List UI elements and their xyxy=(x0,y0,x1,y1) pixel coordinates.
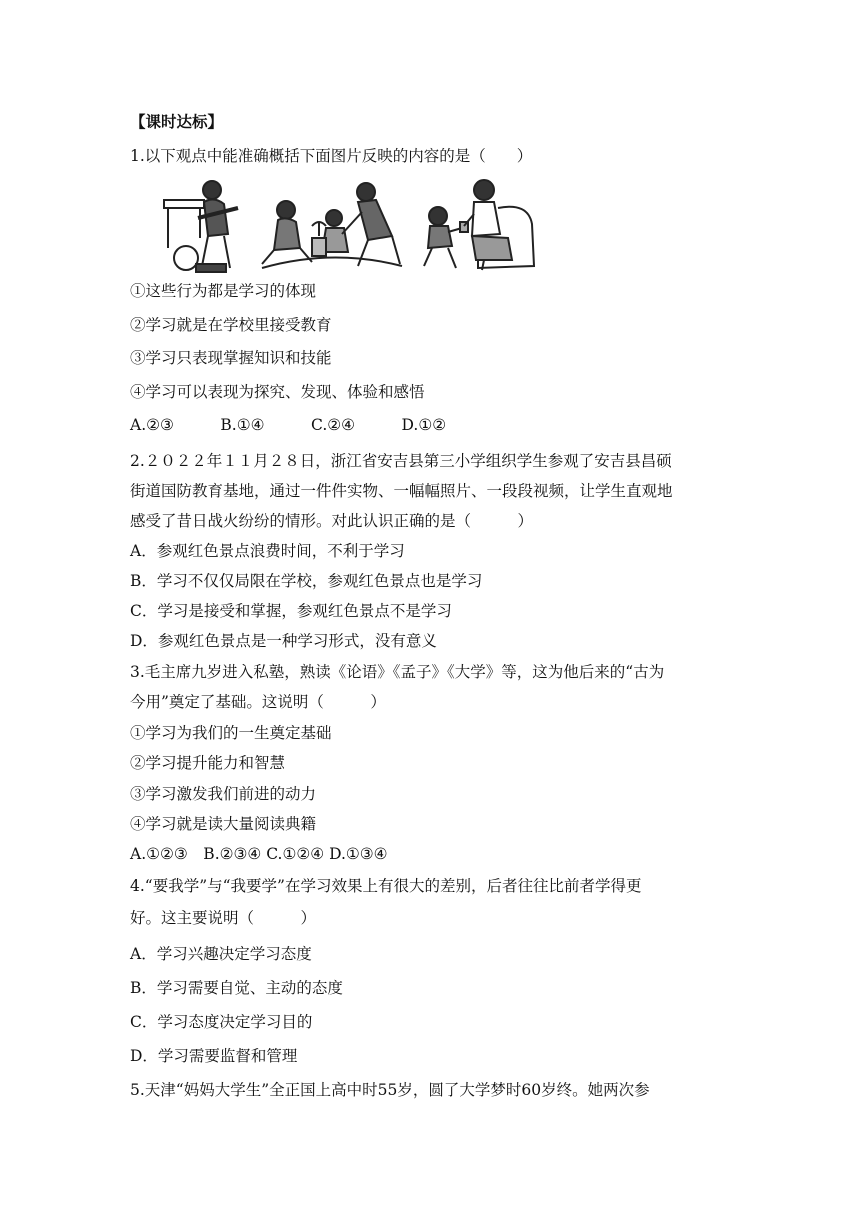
q2-choice-d: D．参观红色景点是一种学习形式，没有意义 xyxy=(130,632,437,650)
q1-option-3: ③学习只表现掌握知识和技能 xyxy=(130,349,332,367)
q3-option-1: ①学习为我们的一生奠定基础 xyxy=(130,724,332,742)
family-gardening-figure xyxy=(262,183,402,268)
q3-option-3: ③学习激发我们前进的动力 xyxy=(130,785,317,803)
q2-stem-line-1: 2.２０２２年１１月２８日，浙江省安吉县第三小学组织学生参观了安吉县昌硕 xyxy=(130,452,672,470)
q2-choice-a: A．参观红色景点浪费时间，不利于学习 xyxy=(130,542,405,560)
q2-choice-c: C．学习是接受和掌握，参观红色景点不是学习 xyxy=(130,602,452,620)
q4-stem-line-1: 4.“要我学”与“我要学”在学习效果上有很大的差别，后者往往比前者学得更 xyxy=(130,877,642,895)
q4-choice-a: A．学习兴趣决定学习态度 xyxy=(130,945,312,963)
q2-stem-line-3: 感受了昔日战火纷纷的情形。对此认识正确的是（ ） xyxy=(130,512,534,530)
q1-option-4: ④学习可以表现为探究、发现、体验和感悟 xyxy=(130,383,425,401)
q1-stem: 1.以下观点中能准确概括下面图片反映的内容的是（ ） xyxy=(130,147,533,165)
q3-choices: A.①②③ B.②③④ C.①②④ D.①③④ xyxy=(130,845,388,863)
q4-choice-b: B．学习需要自觉、主动的态度 xyxy=(130,979,343,997)
q1-option-2: ②学习就是在学校里接受教育 xyxy=(130,316,332,334)
section-title: 【课时达标】 xyxy=(130,113,224,131)
q3-option-2: ②学习提升能力和智慧 xyxy=(130,754,286,772)
q1-choices: A.②③ B.①④ C.②④ D.①② xyxy=(130,416,447,434)
q3-stem-line-1: 3.毛主席九岁进入私塾，熟读《论语》《孟子》《大学》等，这为他后来的“古为 xyxy=(130,663,665,681)
q2-choice-b: B．学习不仅仅局限在学校，参观红色景点也是学习 xyxy=(130,572,483,590)
q1-option-1: ①这些行为都是学习的体现 xyxy=(130,282,317,300)
learning-illustration xyxy=(162,178,537,274)
q4-choice-c: C．学习态度决定学习目的 xyxy=(130,1013,313,1031)
q5-stem-line-1: 5.天津“妈妈大学生”全正国上高中时55岁，圆了大学梦时60岁终。她两次参 xyxy=(130,1081,650,1099)
q4-stem-line-2: 好。这主要说明（ ） xyxy=(130,909,317,927)
boy-with-telescope-figure xyxy=(164,181,238,272)
q3-option-4: ④学习就是读大量阅读典籍 xyxy=(130,815,317,833)
q4-choice-d: D．学习需要监督和管理 xyxy=(130,1047,298,1065)
q2-stem-line-2: 街道国防教育基地，通过一件件实物、一幅幅照片、一段段视频，让学生直观地 xyxy=(130,482,673,500)
q3-stem-line-2: 今用”奠定了基础。这说明（ ） xyxy=(130,693,386,711)
child-with-mother-figure xyxy=(424,180,534,270)
